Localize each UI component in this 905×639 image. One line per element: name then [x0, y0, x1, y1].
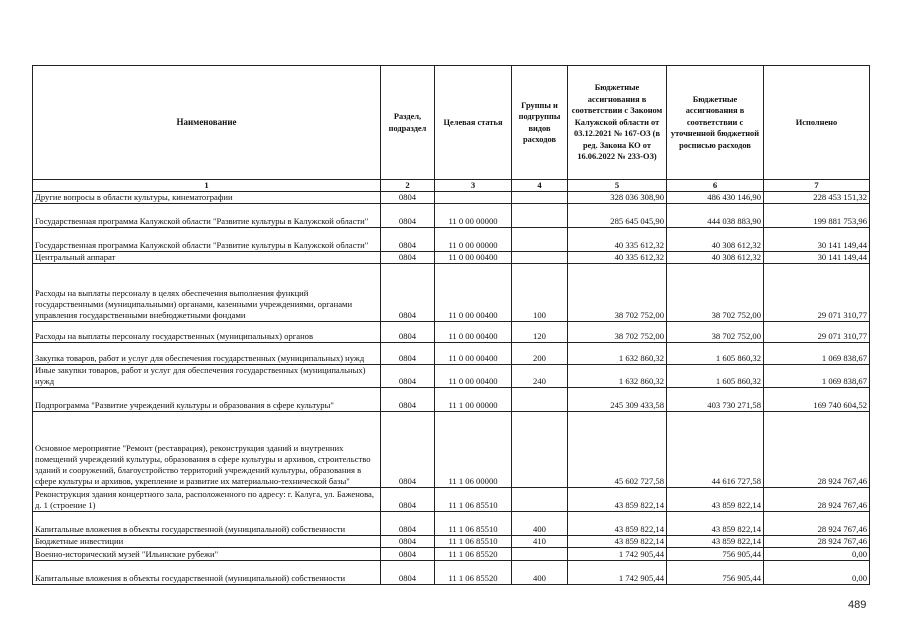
row-target: 11 1 06 00000	[435, 412, 512, 488]
header-groups: Группы и подгруппы видов расходов	[512, 66, 568, 180]
row-list-amount: 486 430 146,90	[667, 192, 764, 204]
row-section: 0804	[381, 343, 435, 365]
row-list-amount: 403 730 271,58	[667, 388, 764, 412]
row-group	[512, 388, 568, 412]
row-name: Капитальные вложения в объекты государственной (муниципальной) собственности	[33, 512, 381, 536]
row-executed-amount: 28 924 767,46	[764, 512, 870, 536]
row-law-amount: 43 859 822,14	[568, 536, 667, 548]
row-target: 11 1 06 85520	[435, 561, 512, 585]
row-section: 0804	[381, 252, 435, 264]
row-name: Государственная программа Калужской области "Развитие культуры в Калужской области"	[33, 204, 381, 228]
row-target: 11 0 00 00400	[435, 252, 512, 264]
row-list-amount: 43 859 822,14	[667, 488, 764, 512]
column-number: 1	[33, 180, 381, 192]
row-executed-amount: 0,00	[764, 561, 870, 585]
row-name: Государственная программа Калужской области "Развитие культуры в Калужской области"	[33, 228, 381, 252]
row-law-amount: 245 309 433,58	[568, 388, 667, 412]
table-row	[33, 264, 870, 322]
row-law-amount: 40 335 612,32	[568, 252, 667, 264]
row-list-amount: 40 308 612,32	[667, 228, 764, 252]
header-row	[33, 66, 870, 180]
table-row	[33, 228, 870, 252]
row-target: 11 0 00 00400	[435, 343, 512, 365]
row-section: 0804	[381, 536, 435, 548]
column-number: 3	[435, 180, 512, 192]
table-row	[33, 388, 870, 412]
row-executed-amount: 29 071 310,77	[764, 322, 870, 343]
row-executed-amount: 0,00	[764, 548, 870, 561]
row-section: 0804	[381, 192, 435, 204]
column-number: 7	[764, 180, 870, 192]
row-law-amount: 285 645 045,90	[568, 204, 667, 228]
row-law-amount: 43 859 822,14	[568, 512, 667, 536]
row-section: 0804	[381, 388, 435, 412]
row-executed-amount: 1 069 838,67	[764, 365, 870, 388]
row-law-amount: 1 632 860,32	[568, 365, 667, 388]
row-section: 0804	[381, 204, 435, 228]
page-number: 489	[848, 599, 867, 611]
row-group	[512, 412, 568, 488]
row-target: 11 0 00 00000	[435, 228, 512, 252]
row-name: Другие вопросы в области культуры, кинематографии	[33, 192, 381, 204]
row-law-amount: 1 742 905,44	[568, 548, 667, 561]
row-group	[512, 548, 568, 561]
header-section: Раздел, подраздел	[381, 66, 435, 180]
row-section: 0804	[381, 228, 435, 252]
row-executed-amount: 28 924 767,46	[764, 488, 870, 512]
row-section: 0804	[381, 264, 435, 322]
row-executed-amount: 1 069 838,67	[764, 343, 870, 365]
column-number: 2	[381, 180, 435, 192]
row-executed-amount: 228 453 151,32	[764, 192, 870, 204]
row-section: 0804	[381, 512, 435, 536]
row-group: 100	[512, 264, 568, 322]
row-law-amount: 45 602 727,58	[568, 412, 667, 488]
row-group	[512, 252, 568, 264]
budget-sheet	[32, 65, 869, 585]
table-row	[33, 252, 870, 264]
table-row	[33, 343, 870, 365]
row-executed-amount: 169 740 604,52	[764, 388, 870, 412]
row-name: Расходы на выплаты персоналу государственных (муниципальных) органов	[33, 322, 381, 343]
row-list-amount: 40 308 612,32	[667, 252, 764, 264]
header-name: Наименование	[33, 66, 381, 180]
column-number: 4	[512, 180, 568, 192]
column-number: 5	[568, 180, 667, 192]
row-name: Бюджетные инвестиции	[33, 536, 381, 548]
row-list-amount: 44 616 727,58	[667, 412, 764, 488]
row-section: 0804	[381, 548, 435, 561]
row-name: Иные закупки товаров, работ и услуг для обеспечения государственных (муниципальных) нужд	[33, 365, 381, 388]
table-row	[33, 548, 870, 561]
row-list-amount: 1 605 860,32	[667, 365, 764, 388]
table-row	[33, 365, 870, 388]
row-name: Закупка товаров, работ и услуг для обеспечения государственных (муниципальных) нужд	[33, 343, 381, 365]
table-row	[33, 192, 870, 204]
row-section: 0804	[381, 561, 435, 585]
row-name: Военно-исторический музей "Ильинские рубежи"	[33, 548, 381, 561]
row-group	[512, 488, 568, 512]
row-name: Основное мероприятие "Ремонт (реставрация), реконструкция зданий и внутренних помещений учреждений культуры, образования в сфере культуры и архивов, строительство зданий и сооружений, благоустройство территорий учреждений культуры, образования в сфере культуры и архивов, укрепление и развитие их материально-технической базы"	[33, 412, 381, 488]
row-target: 11 1 06 85520	[435, 548, 512, 561]
row-list-amount: 756 905,44	[667, 548, 764, 561]
column-number: 6	[667, 180, 764, 192]
row-list-amount: 444 038 883,90	[667, 204, 764, 228]
row-list-amount: 38 702 752,00	[667, 322, 764, 343]
row-section: 0804	[381, 365, 435, 388]
table-row	[33, 512, 870, 536]
row-law-amount: 1 742 905,44	[568, 561, 667, 585]
row-law-amount: 38 702 752,00	[568, 264, 667, 322]
budget-table	[32, 65, 870, 585]
row-group: 400	[512, 512, 568, 536]
row-name: Капитальные вложения в объекты государственной (муниципальной) собственности	[33, 561, 381, 585]
row-law-amount: 328 036 308,90	[568, 192, 667, 204]
row-group: 400	[512, 561, 568, 585]
row-name: Подпрограмма "Развитие учреждений культуры и образования в сфере культуры"	[33, 388, 381, 412]
row-target: 11 0 00 00000	[435, 204, 512, 228]
row-group: 200	[512, 343, 568, 365]
row-target: 11 1 00 00000	[435, 388, 512, 412]
row-law-amount: 43 859 822,14	[568, 488, 667, 512]
row-target: 11 1 06 85510	[435, 512, 512, 536]
header-target: Целевая статья	[435, 66, 512, 180]
row-group	[512, 228, 568, 252]
row-executed-amount: 199 881 753,96	[764, 204, 870, 228]
table-row	[33, 322, 870, 343]
row-executed-amount: 29 071 310,77	[764, 264, 870, 322]
row-list-amount: 756 905,44	[667, 561, 764, 585]
row-list-amount: 43 859 822,14	[667, 536, 764, 548]
table-row	[33, 412, 870, 488]
table-row	[33, 488, 870, 512]
row-section: 0804	[381, 412, 435, 488]
header-executed: Исполнено	[764, 66, 870, 180]
row-name: Реконструкция здания концертного зала, расположенного по адресу: г. Калуга, ул. Баженова, д. 1 (строение 1)	[33, 488, 381, 512]
column-number-row	[33, 180, 870, 192]
row-law-amount: 1 632 860,32	[568, 343, 667, 365]
row-executed-amount: 30 141 149,44	[764, 228, 870, 252]
row-name: Расходы на выплаты персоналу в целях обеспечения выполнения функций государственными (муниципальными) органами, казенными учреждениями, органами управления государственными внебюджетными фондами	[33, 264, 381, 322]
row-executed-amount: 30 141 149,44	[764, 252, 870, 264]
row-target: 11 0 00 00400	[435, 322, 512, 343]
row-group: 240	[512, 365, 568, 388]
row-name: Центральный аппарат	[33, 252, 381, 264]
row-section: 0804	[381, 322, 435, 343]
table-row	[33, 561, 870, 585]
row-group: 120	[512, 322, 568, 343]
row-group: 410	[512, 536, 568, 548]
row-list-amount: 1 605 860,32	[667, 343, 764, 365]
row-group	[512, 192, 568, 204]
row-target	[435, 192, 512, 204]
row-law-amount: 40 335 612,32	[568, 228, 667, 252]
row-target: 11 0 00 00400	[435, 264, 512, 322]
row-law-amount: 38 702 752,00	[568, 322, 667, 343]
row-list-amount: 43 859 822,14	[667, 512, 764, 536]
row-target: 11 1 06 85510	[435, 536, 512, 548]
table-row	[33, 204, 870, 228]
header-list: Бюджетные ассигнования в соответствии с уточненной бюджетной росписью расходов	[667, 66, 764, 180]
row-target: 11 1 06 85510	[435, 488, 512, 512]
header-law: Бюджетные ассигнования в соответствии с Законом Калужской области от 03.12.2021 № 167-ОЗ (в ред. Закона КО от 16.06.2022 № 233-ОЗ)	[568, 66, 667, 180]
row-group	[512, 204, 568, 228]
table-row	[33, 536, 870, 548]
row-executed-amount: 28 924 767,46	[764, 412, 870, 488]
row-target: 11 0 00 00400	[435, 365, 512, 388]
row-executed-amount: 28 924 767,46	[764, 536, 870, 548]
row-section: 0804	[381, 488, 435, 512]
row-list-amount: 38 702 752,00	[667, 264, 764, 322]
